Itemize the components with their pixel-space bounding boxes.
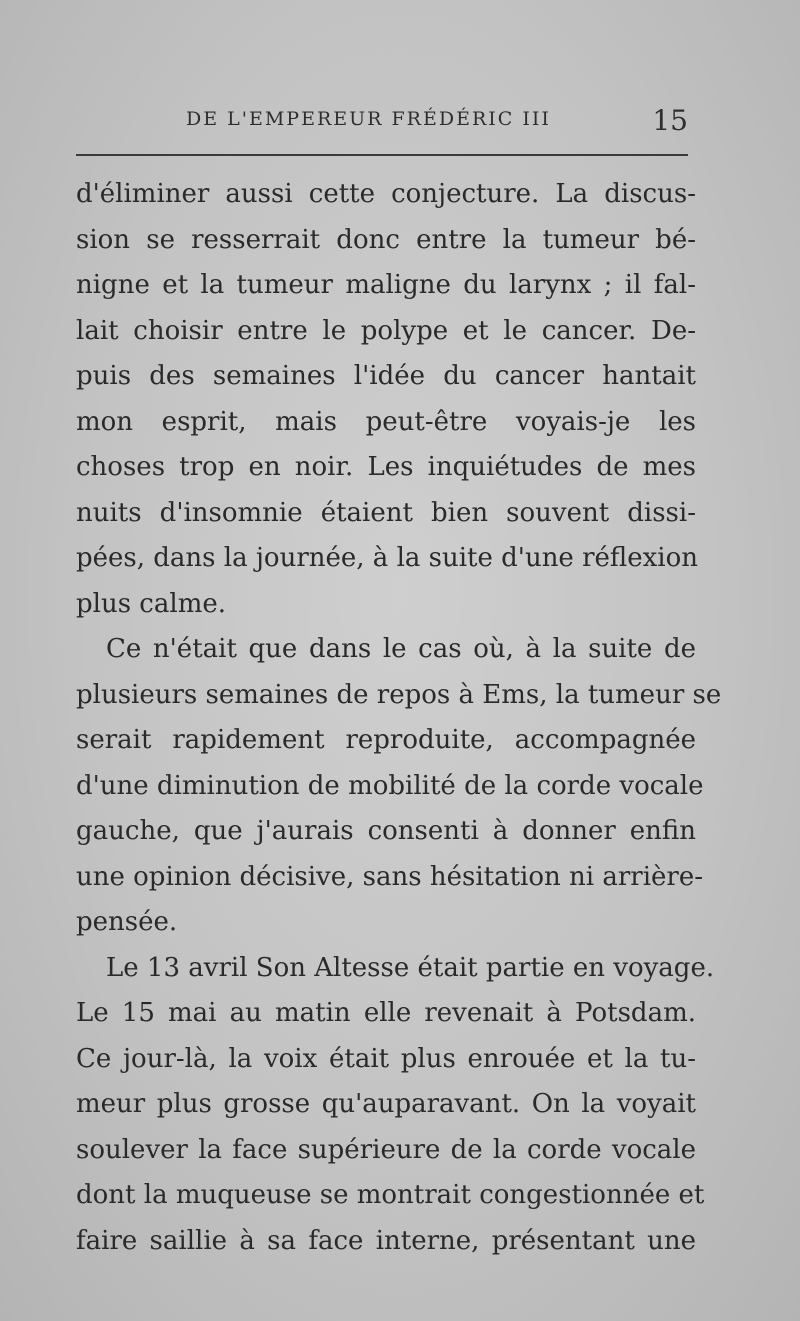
text-line: soulever la face supérieure de la corde vocale [76,1134,696,1165]
body-text [76,172,722,1264]
header-rule [76,154,688,156]
text-line: dont la muqueuse se montrait congestionnée et [76,1180,705,1210]
text-line: Le 15 mai au matin elle revenait à Potsdam. [76,998,696,1028]
text-line: gauche, que j'aurais consenti à donner enfin [76,816,696,846]
text-line: d'une diminution de mobilité de la corde vocale [76,770,704,801]
text-line: serait rapidement reproduite, accompagnée [76,725,696,755]
text-line: une opinion décisive, sans hésitation ni arrière- [76,861,703,892]
text-line: faire saillie à sa face interne, présentant une [76,1225,696,1256]
text-line: Ce n'était que dans le cas où, à la suite de [106,634,696,664]
text-line: plus calme. [76,588,226,619]
text-line: d'éliminer aussi cette conjecture. La discus- [76,179,696,209]
text-line: pées, dans la journée, à la suite d'une réflexion [76,543,699,573]
text-line: choses trop en noir. Les inquiétudes de mes [76,452,696,482]
text-line: plusieurs semaines de repos à Ems, la tumeur se [76,679,722,710]
text-line: Ce jour-là, la voix était plus enrouée et la tu- [76,1043,696,1074]
text-line: meur plus grosse qu'auparavant. On la voyait [76,1089,696,1119]
page-header [76,104,692,144]
text-line: nuits d'insomnie étaient bien souvent dissi- [76,497,696,528]
running-title: DE L'EMPEREUR FRÉDÉRIC III [186,108,551,130]
text-line: pensée. [76,907,178,937]
text-line: lait choisir entre le polype et le cancer. De- [76,315,696,346]
text-line: mon esprit, mais peut-être voyais-je les [76,406,696,437]
text-line: nigne et la tumeur maligne du larynx ; il fal- [76,270,696,300]
text-line: sion se resserrait donc entre la tumeur bé- [76,224,696,255]
page-number: 15 [652,104,688,137]
text-line: puis des semaines l'idée du cancer hantait [76,361,696,391]
text-line: Le 13 avril Son Altesse était partie en voyage. [106,952,715,983]
